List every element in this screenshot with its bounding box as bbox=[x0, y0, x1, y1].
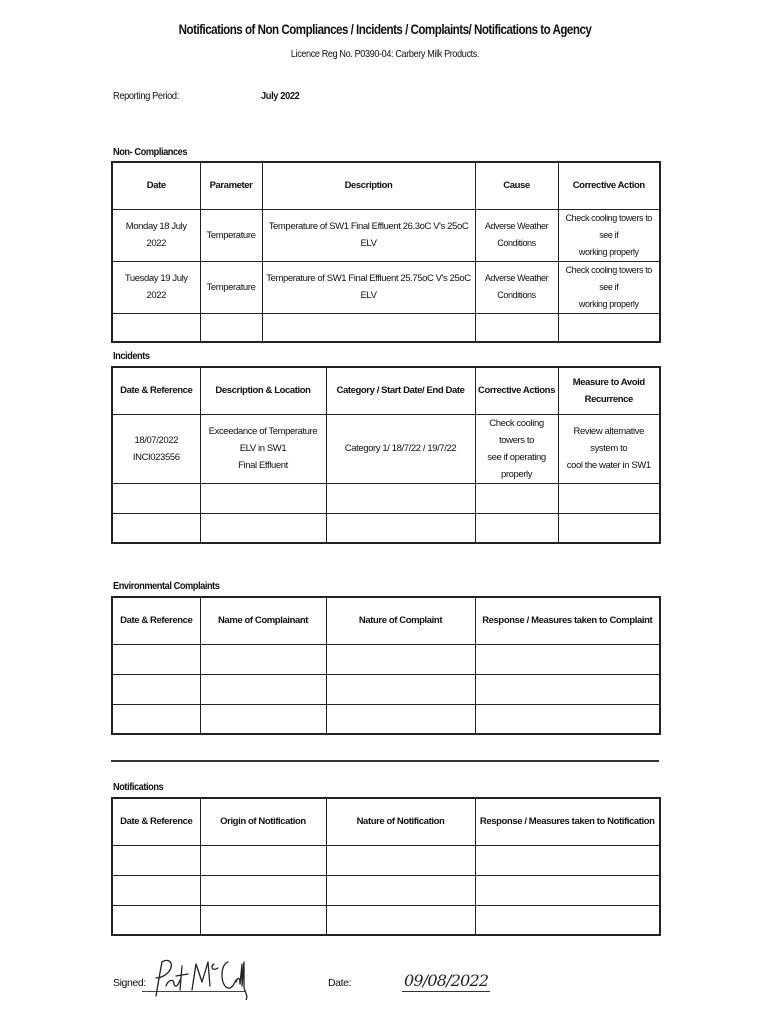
action-line: working properly bbox=[578, 246, 639, 257]
reporting-period-label: Reporting Period: bbox=[113, 90, 179, 102]
handwritten-signature bbox=[148, 956, 252, 1000]
table-header-row bbox=[112, 367, 660, 414]
empty-row bbox=[112, 674, 660, 704]
empty-cell bbox=[200, 513, 326, 543]
empty-row bbox=[112, 483, 660, 513]
empty-cell bbox=[112, 905, 200, 935]
header-date: Date bbox=[112, 162, 200, 209]
table-row bbox=[112, 209, 660, 261]
cause-line: Conditions bbox=[497, 238, 536, 248]
header-response-notification: Response / Measures taken to Notification bbox=[475, 798, 660, 845]
empty-cell bbox=[200, 845, 326, 875]
cell-reference: 18/07/2022 INCI023556 bbox=[112, 414, 200, 483]
document-title: Notifications of Non Compliances / Incidents / Complaints/ Notifications to Agency bbox=[178, 22, 592, 37]
complaints-table bbox=[111, 596, 661, 735]
non-compliances-heading: Non- Compliances bbox=[113, 146, 188, 158]
table-header-row bbox=[112, 798, 660, 845]
cell-description: Temperature of SW1 Final Effluent 25.75oC V's 25oC ELV bbox=[262, 261, 475, 313]
header-date-reference: Date & Reference bbox=[112, 597, 200, 644]
empty-cell bbox=[475, 513, 558, 543]
empty-cell bbox=[475, 313, 558, 342]
complaints-heading: Environmental Complaints bbox=[113, 580, 220, 592]
measure-line: cool the water in SW1 bbox=[566, 460, 651, 471]
cell-cause bbox=[475, 261, 558, 313]
empty-cell bbox=[262, 313, 475, 342]
header-nature-complaint: Nature of Complaint bbox=[326, 597, 475, 644]
header-description-location: Description & Location bbox=[200, 367, 326, 414]
notifications-heading: Notifications bbox=[113, 781, 164, 793]
empty-cell bbox=[112, 513, 200, 543]
corrective-line: Check cooling towers to bbox=[489, 417, 544, 446]
empty-cell bbox=[112, 704, 200, 734]
header-date-reference: Date & Reference bbox=[112, 367, 200, 414]
empty-cell bbox=[475, 905, 660, 935]
cell-parameter: Temperature bbox=[200, 261, 262, 313]
action-line: Check cooling towers to see if bbox=[565, 264, 652, 292]
cell-measure bbox=[558, 414, 660, 483]
empty-cell bbox=[558, 483, 660, 513]
empty-cell bbox=[475, 483, 558, 513]
licence-subtitle: Licence Reg No. P0390-04: Carbery Milk Products. bbox=[290, 48, 480, 60]
description-line: Exceedance of Temperature ELV in SW1 bbox=[208, 426, 318, 454]
cell-corrective bbox=[475, 414, 558, 483]
cell-parameter: Temperature bbox=[200, 209, 262, 261]
empty-cell bbox=[200, 313, 262, 342]
empty-cell bbox=[112, 845, 200, 875]
empty-cell bbox=[475, 644, 660, 674]
empty-cell bbox=[475, 875, 660, 905]
cause-line: Adverse Weather bbox=[484, 221, 549, 231]
incidents-table bbox=[111, 366, 661, 544]
empty-cell bbox=[200, 644, 326, 674]
empty-row bbox=[112, 875, 660, 905]
cell-date: Tuesday 19 July 2022 bbox=[112, 261, 200, 313]
empty-cell bbox=[112, 483, 200, 513]
empty-cell bbox=[112, 644, 200, 674]
cell-corrective-action bbox=[558, 209, 660, 261]
action-line: working properly bbox=[578, 298, 639, 309]
cell-cause bbox=[475, 209, 558, 261]
cause-line: Adverse Weather bbox=[484, 273, 549, 283]
empty-cell bbox=[326, 845, 475, 875]
empty-row bbox=[112, 845, 660, 875]
header-corrective-action: Corrective Action bbox=[558, 162, 660, 209]
empty-cell bbox=[326, 644, 475, 674]
empty-cell bbox=[326, 704, 475, 734]
header-description: Description bbox=[262, 162, 475, 209]
header-response-complaint: Response / Measures taken to Complaint bbox=[475, 597, 660, 644]
header-nature-notification: Nature of Notification bbox=[326, 798, 475, 845]
empty-cell bbox=[326, 905, 475, 935]
empty-cell bbox=[326, 875, 475, 905]
empty-cell bbox=[326, 513, 475, 543]
empty-cell bbox=[112, 674, 200, 704]
empty-cell bbox=[558, 513, 660, 543]
incidents-heading: Incidents bbox=[113, 350, 150, 362]
measure-line: Review alternative system to bbox=[573, 426, 644, 454]
empty-row bbox=[112, 313, 660, 342]
non-compliances-table bbox=[111, 161, 661, 343]
signed-date: 09/08/2022 bbox=[404, 971, 489, 990]
empty-cell bbox=[475, 704, 660, 734]
empty-cell bbox=[112, 313, 200, 342]
empty-cell bbox=[558, 313, 660, 342]
corrective-line: see if operating properly bbox=[487, 451, 546, 480]
header-corrective-actions: Corrective Actions bbox=[475, 367, 558, 414]
cell-description bbox=[200, 414, 326, 483]
empty-cell bbox=[475, 674, 660, 704]
empty-cell bbox=[200, 704, 326, 734]
cell-category: Category 1/ 18/7/22 / 19/7/22 bbox=[326, 414, 475, 483]
table-header-row bbox=[112, 597, 660, 644]
signed-label: Signed: bbox=[113, 977, 146, 989]
empty-cell bbox=[475, 845, 660, 875]
header-complainant: Name of Complainant bbox=[200, 597, 326, 644]
cell-description: Temperature of SW1 Final Effluent 26.3oC V's 25oC ELV bbox=[262, 209, 475, 261]
section-divider bbox=[111, 760, 659, 762]
empty-cell bbox=[200, 483, 326, 513]
header-measure-recurrence: Measure to Avoid Recurrence bbox=[558, 367, 660, 414]
table-header-row bbox=[112, 162, 660, 209]
empty-cell bbox=[112, 875, 200, 905]
table-row bbox=[112, 261, 660, 313]
empty-cell bbox=[326, 483, 475, 513]
header-parameter: Parameter bbox=[200, 162, 262, 209]
empty-row bbox=[112, 905, 660, 935]
empty-row bbox=[112, 644, 660, 674]
header-origin: Origin of Notification bbox=[200, 798, 326, 845]
header-cause: Cause bbox=[475, 162, 558, 209]
empty-cell bbox=[200, 905, 326, 935]
reporting-period-value: July 2022 bbox=[261, 90, 300, 102]
header-date-reference: Date & Reference bbox=[112, 798, 200, 845]
empty-row bbox=[112, 704, 660, 734]
description-line: Final Effluent bbox=[238, 460, 288, 471]
action-line: Check cooling towers to see if bbox=[565, 212, 652, 240]
empty-cell bbox=[200, 674, 326, 704]
cell-date: Monday 18 July 2022 bbox=[112, 209, 200, 261]
header-category-dates: Category / Start Date/ End Date bbox=[326, 367, 475, 414]
notifications-table bbox=[111, 797, 661, 936]
cell-corrective-action bbox=[558, 261, 660, 313]
date-label: Date: bbox=[328, 977, 352, 989]
cause-line: Conditions bbox=[497, 290, 536, 300]
table-row bbox=[112, 414, 660, 483]
empty-cell bbox=[200, 875, 326, 905]
empty-cell bbox=[326, 674, 475, 704]
empty-row bbox=[112, 513, 660, 543]
